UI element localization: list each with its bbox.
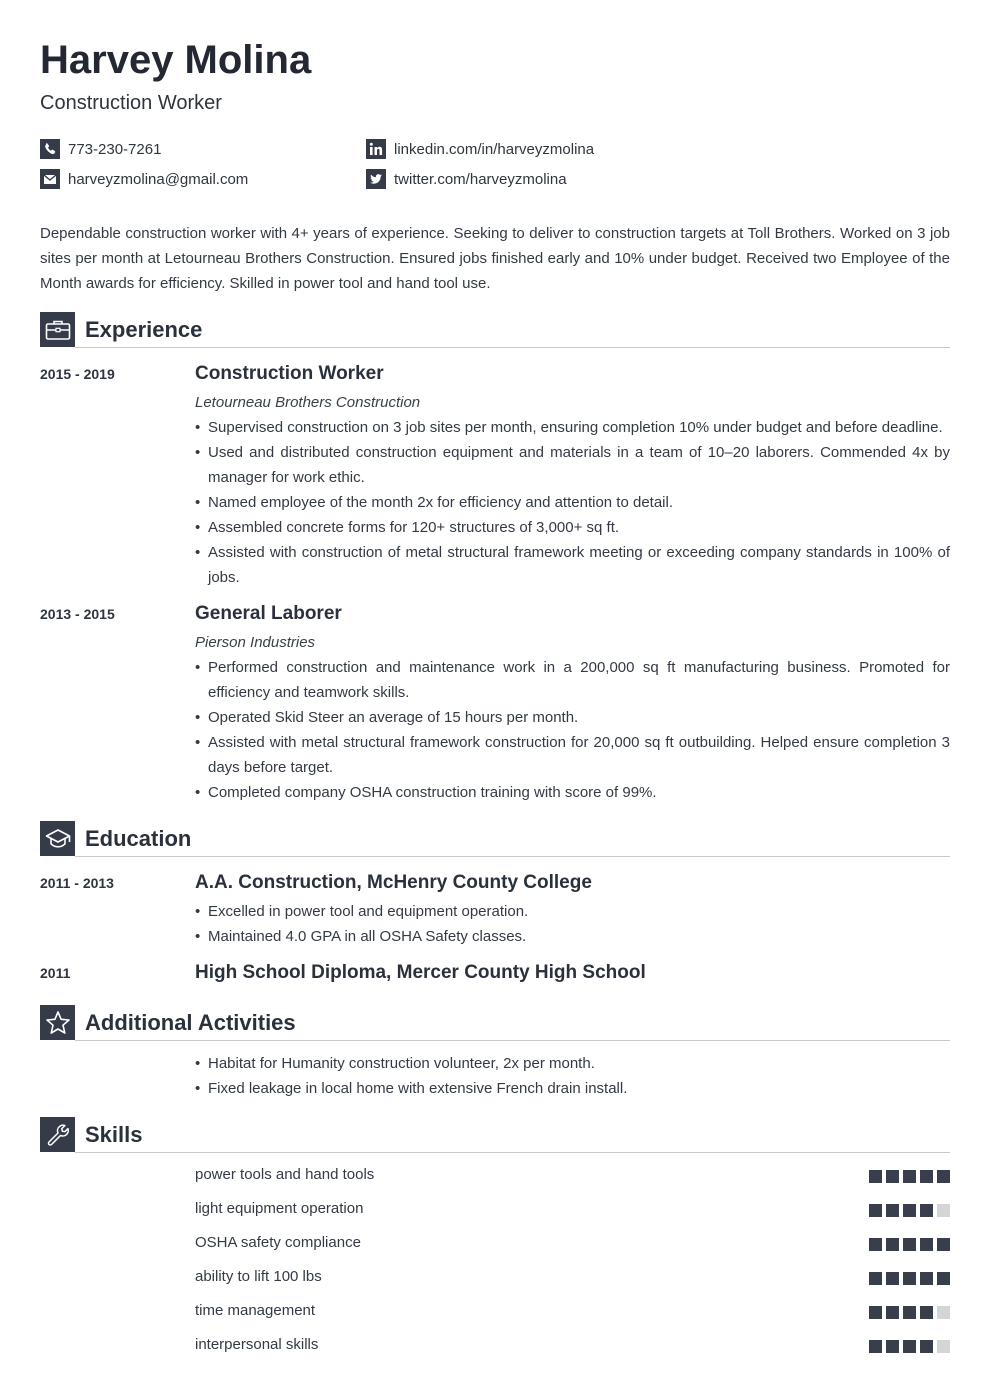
- contact-email[interactable]: [40, 168, 248, 190]
- experience-section-header: [40, 312, 950, 348]
- education-degree: High School Diploma, Mercer County High School: [195, 962, 646, 983]
- rating-dot-filled: [937, 1272, 950, 1285]
- rating-dot-filled: [920, 1272, 933, 1285]
- skills-section-header: [40, 1117, 950, 1153]
- rating-dot-filled: [886, 1340, 899, 1353]
- skill-row: [195, 1302, 950, 1322]
- skill-rating: [865, 1272, 950, 1285]
- email-text: harveyzmolina@gmail.com: [68, 170, 249, 188]
- section-divider: [75, 856, 950, 857]
- skill-row: [195, 1268, 950, 1288]
- summary-paragraph: Dependable construction worker with 4+ years of experience. Seeking to deliver to construction targets at Toll Brothers. Worked on 3 job sites per month at Letourneau Brothers Construction. Ensured jobs finished early and 10% under budget. Received two Employee of the Month awards for efficiency. Skilled in power tool and hand tool use.: [40, 225, 950, 292]
- rating-dot-filled: [903, 1204, 916, 1217]
- skill-rating: [865, 1204, 950, 1217]
- section-divider: [75, 1040, 950, 1041]
- rating-dot-filled: [886, 1272, 899, 1285]
- section-divider: [75, 347, 950, 348]
- list-item: • Used and distributed construction equipment and materials in a team of 10–20 laborers. Commended 4x by manager for work ethic.: [195, 440, 950, 490]
- list-item: • Supervised construction on 3 job sites per month, ensuring completion 10% under budget and before deadline.: [195, 415, 950, 440]
- rating-dot-filled: [920, 1306, 933, 1319]
- list-item: • Fixed leakage in local home with extensive French drain install.: [195, 1076, 950, 1101]
- list-item: • Completed company OSHA construction training with score of 99%.: [195, 780, 950, 805]
- rating-dot-filled: [920, 1204, 933, 1217]
- skills-heading: Skills: [85, 1122, 143, 1147]
- rating-dot-filled: [886, 1238, 899, 1251]
- rating-dot-filled: [903, 1272, 916, 1285]
- education-section-header: [40, 821, 950, 857]
- graduation-cap-icon: [40, 821, 75, 856]
- list-item: • Habitat for Humanity construction volunteer, 2x per month.: [195, 1051, 950, 1076]
- rating-dot-filled: [869, 1340, 882, 1353]
- list-item: • Assisted with construction of metal structural framework meeting or exceeding company standards in 100% of jobs.: [195, 540, 950, 590]
- skill-rating: [865, 1238, 950, 1251]
- list-item: • Excelled in power tool and equipment operation.: [195, 899, 950, 924]
- skill-name: OSHA safety compliance: [195, 1234, 361, 1251]
- rating-dot-empty: [937, 1340, 950, 1353]
- education-dates: 2011 - 2013: [40, 875, 114, 891]
- rating-dot-empty: [937, 1306, 950, 1319]
- job-company: Letourneau Brothers Construction: [195, 394, 421, 411]
- education-heading: Education: [85, 826, 192, 851]
- rating-dot-empty: [937, 1204, 950, 1217]
- contact-linkedin[interactable]: [366, 138, 594, 160]
- rating-dot-filled: [869, 1170, 882, 1183]
- job-title: Construction Worker: [195, 363, 384, 384]
- activities-heading: Additional Activities: [85, 1010, 296, 1035]
- rating-dot-filled: [869, 1306, 882, 1319]
- education-dates: 2011: [40, 965, 71, 981]
- contact-phone[interactable]: [40, 138, 161, 160]
- list-item: • Maintained 4.0 GPA in all OSHA Safety classes.: [195, 924, 950, 949]
- skill-name: time management: [195, 1302, 316, 1319]
- rating-dot-filled: [920, 1340, 933, 1353]
- list-item: • Assisted with metal structural framework construction for 20,000 sq ft outbuilding. Helped ensure completion 3 days before target.: [195, 730, 950, 780]
- rating-dot-filled: [903, 1238, 916, 1251]
- skill-name: power tools and hand tools: [195, 1166, 375, 1183]
- job-title: General Laborer: [195, 603, 342, 624]
- skill-row: [195, 1166, 950, 1186]
- experience-heading: Experience: [85, 317, 203, 342]
- email-icon: [40, 169, 60, 189]
- job-company: Pierson Industries: [195, 634, 316, 651]
- twitter-icon: [366, 169, 386, 189]
- briefcase-icon: [40, 312, 75, 347]
- linkedin-icon: [366, 139, 386, 159]
- linkedin-text: linkedin.com/in/harveyzmolina: [394, 140, 595, 158]
- education-degree: A.A. Construction, McHenry County College: [195, 872, 592, 893]
- rating-dot-filled: [869, 1238, 882, 1251]
- list-item: • Operated Skid Steer an average of 15 hours per month.: [195, 705, 950, 730]
- job-dates: 2015 - 2019: [40, 366, 115, 382]
- education-bullets: [195, 899, 950, 949]
- skill-rating: [865, 1306, 950, 1319]
- skill-row: [195, 1234, 950, 1254]
- skill-name: interpersonal skills: [195, 1336, 319, 1353]
- rating-dot-filled: [886, 1204, 899, 1217]
- candidate-title: Construction Worker: [40, 92, 222, 114]
- rating-dot-filled: [869, 1272, 882, 1285]
- twitter-text: twitter.com/harveyzmolina: [394, 170, 567, 188]
- rating-dot-filled: [886, 1306, 899, 1319]
- rating-dot-filled: [903, 1170, 916, 1183]
- rating-dot-filled: [920, 1170, 933, 1183]
- list-item: • Assembled concrete forms for 120+ structures of 3,000+ sq ft.: [195, 515, 950, 540]
- rating-dot-filled: [920, 1238, 933, 1251]
- skill-rating: [865, 1340, 950, 1353]
- star-icon: [40, 1005, 75, 1040]
- rating-dot-filled: [937, 1238, 950, 1251]
- rating-dot-filled: [937, 1170, 950, 1183]
- list-item: • Named employee of the month 2x for efficiency and attention to detail.: [195, 490, 950, 515]
- job-dates: 2013 - 2015: [40, 606, 115, 622]
- phone-icon: [40, 139, 60, 159]
- activities-section-header: [40, 1005, 950, 1041]
- skill-name: light equipment operation: [195, 1200, 364, 1217]
- phone-text: 773-230-7261: [68, 140, 162, 158]
- skill-row: [195, 1336, 950, 1356]
- list-item: • Performed construction and maintenance work in a 200,000 sq ft manufacturing business. Promoted for efficiency and teamwork skills.: [195, 655, 950, 705]
- skill-name: ability to lift 100 lbs: [195, 1268, 322, 1285]
- candidate-name: Harvey Molina: [40, 38, 312, 82]
- tools-icon: [40, 1117, 75, 1152]
- rating-dot-filled: [886, 1170, 899, 1183]
- contact-twitter[interactable]: [366, 168, 567, 190]
- activities-bullets: [195, 1051, 950, 1101]
- rating-dot-filled: [903, 1340, 916, 1353]
- job-bullets: [195, 415, 950, 590]
- skill-rating: [865, 1170, 950, 1183]
- rating-dot-filled: [903, 1306, 916, 1319]
- section-divider: [75, 1152, 950, 1153]
- skill-row: [195, 1200, 950, 1220]
- rating-dot-filled: [869, 1204, 882, 1217]
- job-bullets: [195, 655, 950, 805]
